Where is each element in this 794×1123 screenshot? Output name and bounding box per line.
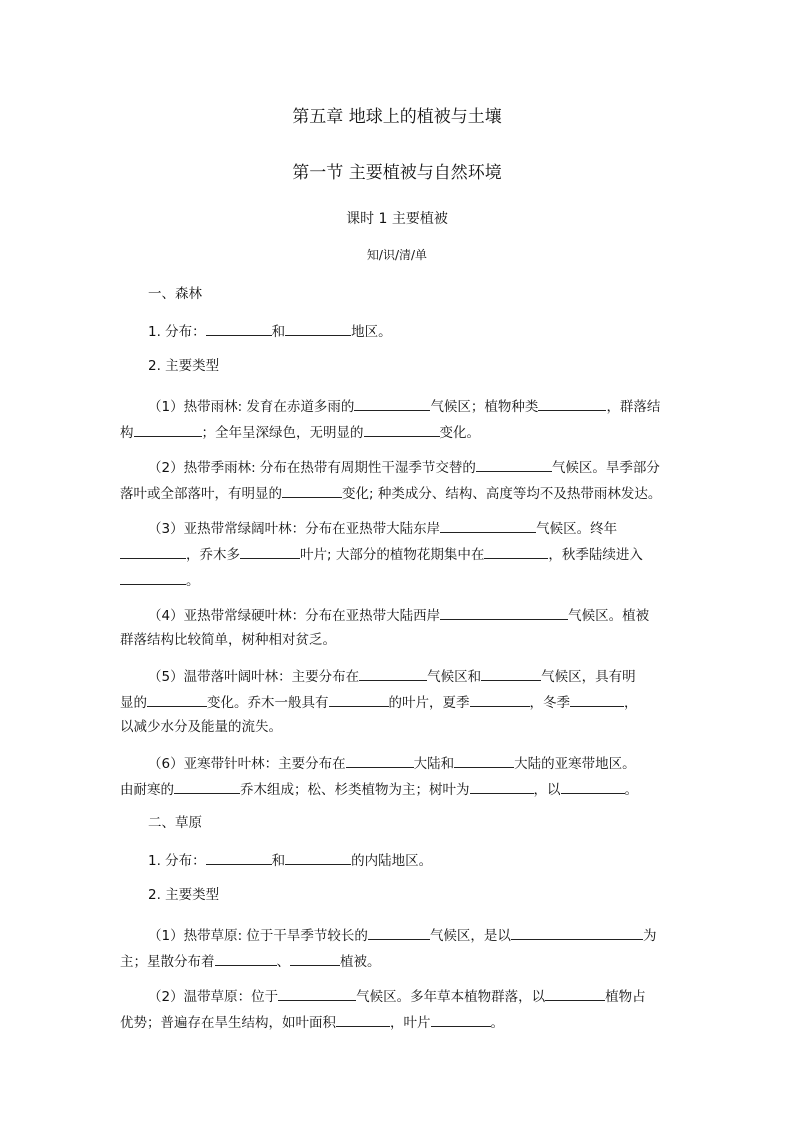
forest-p4-line2: 群落结构比较简单，树种相对贫乏。 bbox=[120, 632, 336, 648]
blank bbox=[346, 752, 414, 768]
forest-p3-line2: ，乔木多 叶片; 大部分的植物花期集中在 ，秋季陆续进入 bbox=[120, 543, 680, 565]
knowledge-list-label: 知/识/清/单 bbox=[366, 248, 428, 262]
blank bbox=[359, 665, 427, 681]
blank bbox=[134, 421, 202, 437]
blank bbox=[511, 924, 643, 940]
blank bbox=[538, 395, 606, 411]
blank bbox=[470, 691, 530, 707]
blank bbox=[336, 1011, 390, 1027]
section-title: 第一节 主要植被与自然环境 bbox=[292, 163, 502, 183]
grassland-distribution: 1. 分布： 和 的内陆地区。 bbox=[148, 849, 708, 871]
blank bbox=[440, 604, 568, 620]
grassland-types-heading: 2. 主要类型 bbox=[148, 887, 220, 903]
blank bbox=[285, 320, 351, 336]
forest-p4-line1: （4）亚热带常绿硬叶林：分布在亚热带大陆西岸 气候区。植被 bbox=[148, 604, 708, 626]
forest-p3-line1: （3）亚热带常绿阔叶林：分布在亚热带大陆东岸 气候区。终年 bbox=[148, 517, 708, 539]
forest-types-heading: 2. 主要类型 bbox=[148, 358, 220, 374]
forest-p1-line2: 构 ；全年呈深绿色，无明显的 变化。 bbox=[120, 421, 680, 443]
forest-p3-line3: 。 bbox=[120, 569, 680, 591]
blank bbox=[120, 543, 186, 559]
blank bbox=[364, 421, 440, 437]
blank bbox=[206, 320, 272, 336]
forest-p6-line1: （6）亚寒带针叶林：主要分布在 大陆和 大陆的亚寒带地区。 bbox=[148, 752, 708, 774]
blank bbox=[290, 950, 340, 966]
blank bbox=[561, 778, 625, 794]
forest-heading: 一、森林 bbox=[148, 286, 202, 302]
grass-p2-line1: （2）温带草原：位于 气候区。多年草本植物群落，以 植物占 bbox=[148, 985, 708, 1007]
blank bbox=[147, 691, 207, 707]
blank bbox=[481, 665, 541, 681]
blank bbox=[570, 691, 624, 707]
forest-p5-line3: 以减少水分及能量的流失。 bbox=[120, 719, 282, 735]
grass-p2-line2: 优势；普遍存在旱生结构，如叶面积 ，叶片 。 bbox=[120, 1011, 680, 1033]
grass-p1-line2: 主；星散分布着 、 植被。 bbox=[120, 950, 680, 972]
forest-p5-line2: 显的 变化。乔木一般具有 的叶片，夏季 ，冬季 ， bbox=[120, 691, 680, 713]
blank bbox=[454, 752, 514, 768]
blank bbox=[484, 543, 548, 559]
lesson-title: 课时 1 主要植被 bbox=[346, 211, 448, 227]
blank bbox=[470, 778, 534, 794]
blank bbox=[476, 456, 552, 472]
blank bbox=[120, 569, 186, 585]
forest-p2-line2: 落叶或全部落叶，有明显的 变化; 种类成分、结构、高度等均不及热带雨林发达。 bbox=[120, 482, 680, 504]
blank bbox=[278, 985, 356, 1001]
forest-p1-line1: （1）热带雨林: 发育在赤道多雨的 气候区；植物种类 ，群落结 bbox=[148, 395, 708, 417]
blank bbox=[282, 482, 342, 498]
blank bbox=[431, 1011, 491, 1027]
blank bbox=[174, 778, 240, 794]
blank bbox=[329, 691, 389, 707]
blank bbox=[215, 950, 277, 966]
blank bbox=[240, 543, 300, 559]
blank bbox=[206, 849, 272, 865]
blank bbox=[285, 849, 351, 865]
forest-p5-line1: （5）温带落叶阔叶林：主要分布在 气候区和 气候区，具有明 bbox=[148, 665, 708, 687]
blank bbox=[368, 924, 430, 940]
grass-p1-line1: （1）热带草原: 位于干旱季节较长的 气候区，是以 为 bbox=[148, 924, 708, 946]
grassland-heading: 二、草原 bbox=[148, 815, 202, 831]
chapter-title: 第五章 地球上的植被与土壤 bbox=[292, 107, 502, 127]
forest-distribution: 1. 分布： 和 地区。 bbox=[148, 320, 708, 342]
forest-p2-line1: （2）热带季雨林: 分布在热带有周期性干湿季节交替的 气候区。旱季部分 bbox=[148, 456, 708, 478]
blank bbox=[545, 985, 605, 1001]
blank bbox=[440, 517, 536, 533]
forest-p6-line2: 由耐寒的 乔木组成；松、杉类植物为主；树叶为 ，以 。 bbox=[120, 778, 680, 800]
blank bbox=[354, 395, 430, 411]
